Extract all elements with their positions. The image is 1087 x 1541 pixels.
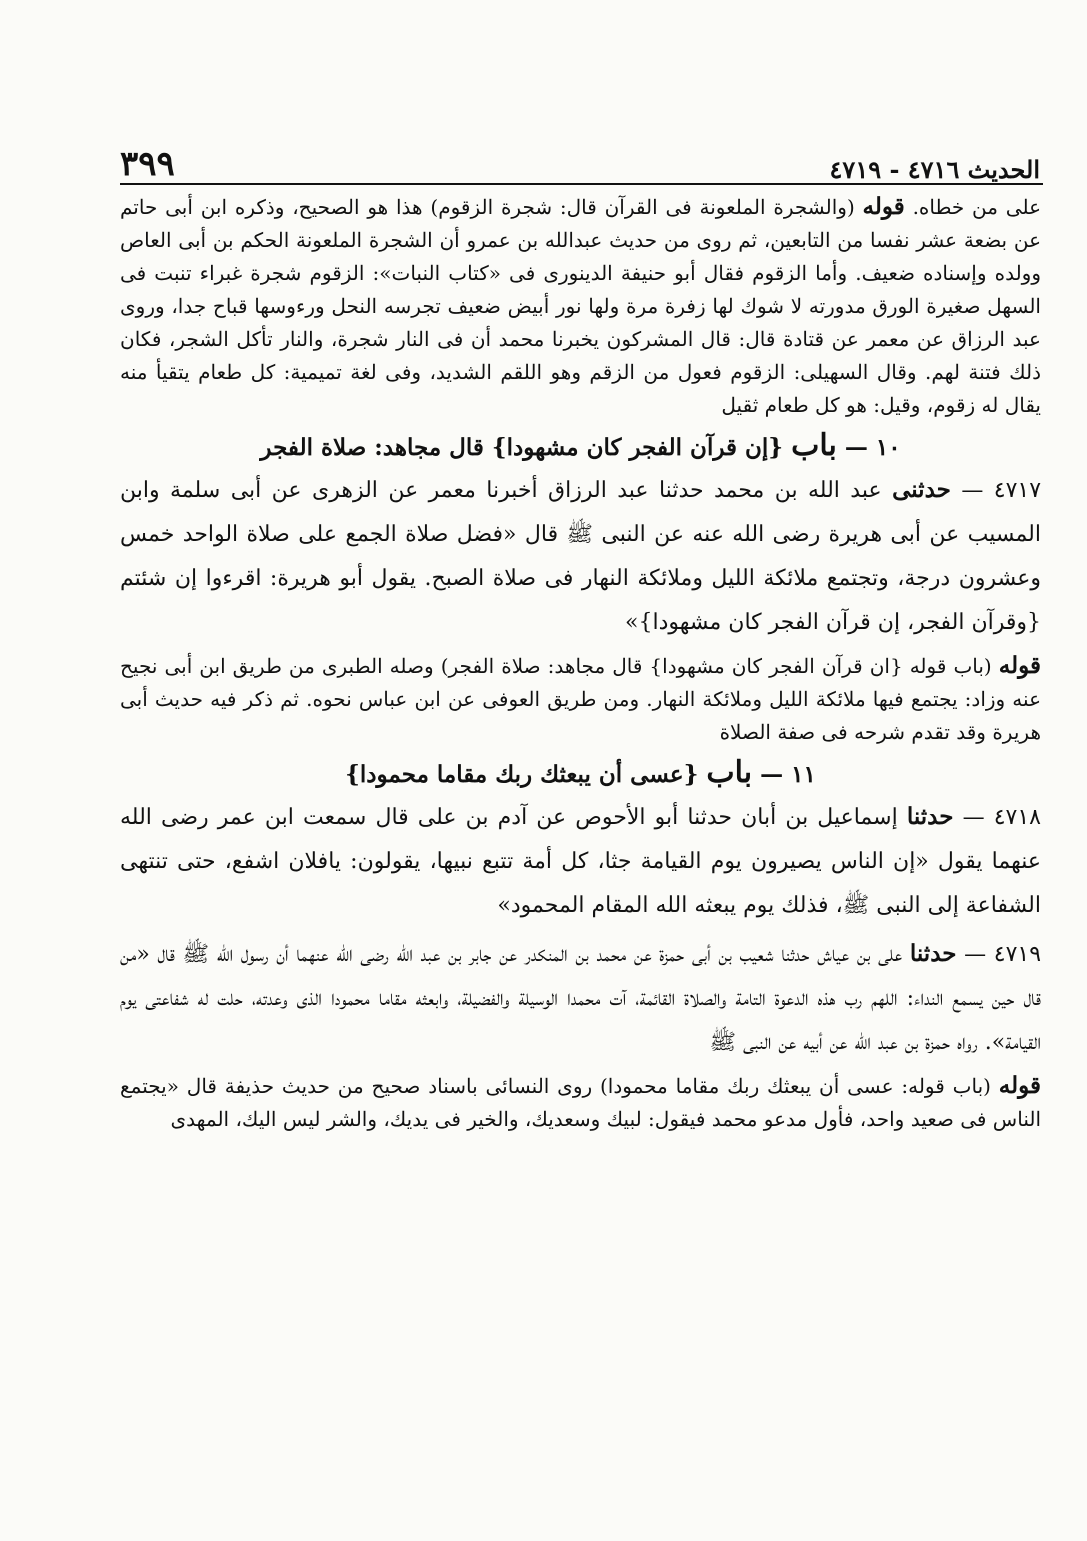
hadith-4718 xyxy=(120,795,1041,928)
chapter-title: {إن قرآن الفجر كان مشهودا} قال مجاهد: صلاة الفجر xyxy=(260,434,784,461)
commentary-paragraph-3 xyxy=(120,1069,1041,1136)
commentary-lead: قوله xyxy=(998,1072,1041,1099)
page-body xyxy=(120,190,1041,1136)
page-header xyxy=(120,140,1040,184)
commentary-paragraph-1 xyxy=(120,190,1041,422)
hadith-lead: حدثنا xyxy=(906,803,954,830)
hadith-4717 xyxy=(120,468,1041,645)
chapter-number: ١١ — xyxy=(760,761,816,788)
commentary-lead: قوله xyxy=(998,652,1042,679)
commentary-paragraph-2 xyxy=(120,649,1041,749)
hadith-4719 xyxy=(120,932,1041,1065)
commentary-prefix: على من خطاه. xyxy=(912,195,1042,219)
chapter-heading-11 xyxy=(120,753,1041,795)
hadith-number: ٤٧١٩ — xyxy=(964,942,1042,967)
hadith-text: على بن عياش حدثنا شعيب بن أبى حمزة عن محمد بن المنكدر عن جابر بن عبد الله رضى الله عنهما أن رسول الله ﷺ قال «من قال حين يسمع النداء: اللهم رب هذه الدعوة التامة والصلاة القائمة، آت محمدا الوسيلة والفضيلة، وابعثه مقاما محمودا الذى وعدته، حلت له شفاعتى يوم القيامة». رواه حمزة بن عبد الله عن أبيه عن النبى ﷺ xyxy=(120,942,1041,1055)
chapter-word: باب xyxy=(791,428,837,463)
commentary-lead: قوله xyxy=(862,193,905,220)
hadith-lead: حدثنا xyxy=(909,940,957,967)
hadith-text: إسماعيل بن أبان حدثنا أبو الأحوص عن آدم بن على قال سمعت ابن عمر رضى الله عنهما يقول «إن الناس يصيرون يوم القيامة جثا، كل أمة تتبع نبيها، يقولون: يافلان اشفع، حتى تنتهى الشفاعة إلى النبى ﷺ، فذلك يوم يبعثه الله المقام المحمود» xyxy=(120,805,1041,918)
commentary-text: (والشجرة الملعونة فى القرآن قال: شجرة الزقوم) هذا هو الصحيح، وذكره ابن أبى حاتم عن بضعة عشر نفسا من التابعين، ثم روى من حديث عبدالله بن عمرو أن الشجرة الملعونة الحكم بن أبى العاص وولده وإسناده ضعيف. وأما الزقوم فقال أبو حنيفة الدينورى فى «كتاب النبات»: الزقوم شجرة غبراء تنبت فى السهل صغيرة الورق مدورته لا شوك لها زفرة مرة ولها نور أبيض ضعيف تجرسه النحل ورءوسها قباح جدا، وروى عبد الرزاق عن معمر عن قتادة قال: قال المشركون يخبرنا محمد أن فى النار شجرة، والنار تأكل الشجر، فكان ذلك فتنة لهم. وقال السهيلى: الزقوم فعول من الزقم وهو اللقم الشديد، وفى لغة تميمية: كل طعام يتقيأ منه يقال له زقوم، وقيل: هو كل طعام ثقيل xyxy=(120,195,1041,417)
running-title: الحديث ٤٧١٦ - ٤٧١٩ xyxy=(829,155,1040,184)
chapter-heading-10 xyxy=(120,426,1041,468)
chapter-number: ١٠ — xyxy=(844,434,901,461)
hadith-lead: حدثنى xyxy=(892,476,951,503)
chapter-word: باب xyxy=(706,755,753,790)
commentary-text: (باب قوله: عسى أن يبعثك ربك مقاما محمودا) روى النسائى باسناد صحيح من حديث حذيفة قال «يجتمع الناس فى صعيد واحد، فأول مدعو محمد فيقول: لبيك وسعديك، والخير فى يديك، والشر ليس اليك، المهدى xyxy=(120,1074,1041,1131)
hadith-text: عبد الله بن محمد حدثنا عبد الرزاق أخبرنا معمر عن الزهرى عن أبى سلمة وابن المسيب عن أبى هريرة رضى الله عنه عن النبى ﷺ قال «فضل صلاة الجمع على صلاة الواحد خمس وعشرون درجة، وتجتمع ملائكة الليل وملائكة النهار فى صلاة الصبح. يقول أبو هريرة: اقرءوا إن شئتم {وقرآن الفجر، إن قرآن الفجر كان مشهودا}» xyxy=(120,478,1041,635)
page-number: ٣٩٩ xyxy=(120,144,175,184)
commentary-text: (باب قوله {ان قرآن الفجر كان مشهودا} قال مجاهد: صلاة الفجر) وصله الطبرى من طريق ابن أبى نجيح عنه وزاد: يجتمع فيها ملائكة الليل وملائكة النهار. ومن طريق العوفى عن ابن عباس نحوه. ثم ذكر فيه حديث أبى هريرة وقد تقدم شرحه فى صفة الصلاة xyxy=(120,654,1041,744)
header-rule xyxy=(120,183,1043,185)
hadith-number: ٤٧١٧ — xyxy=(961,478,1042,503)
hadith-number: ٤٧١٨ — xyxy=(962,805,1041,830)
chapter-title: {عسى أن يبعثك ربك مقاما محمودا} xyxy=(345,761,699,788)
